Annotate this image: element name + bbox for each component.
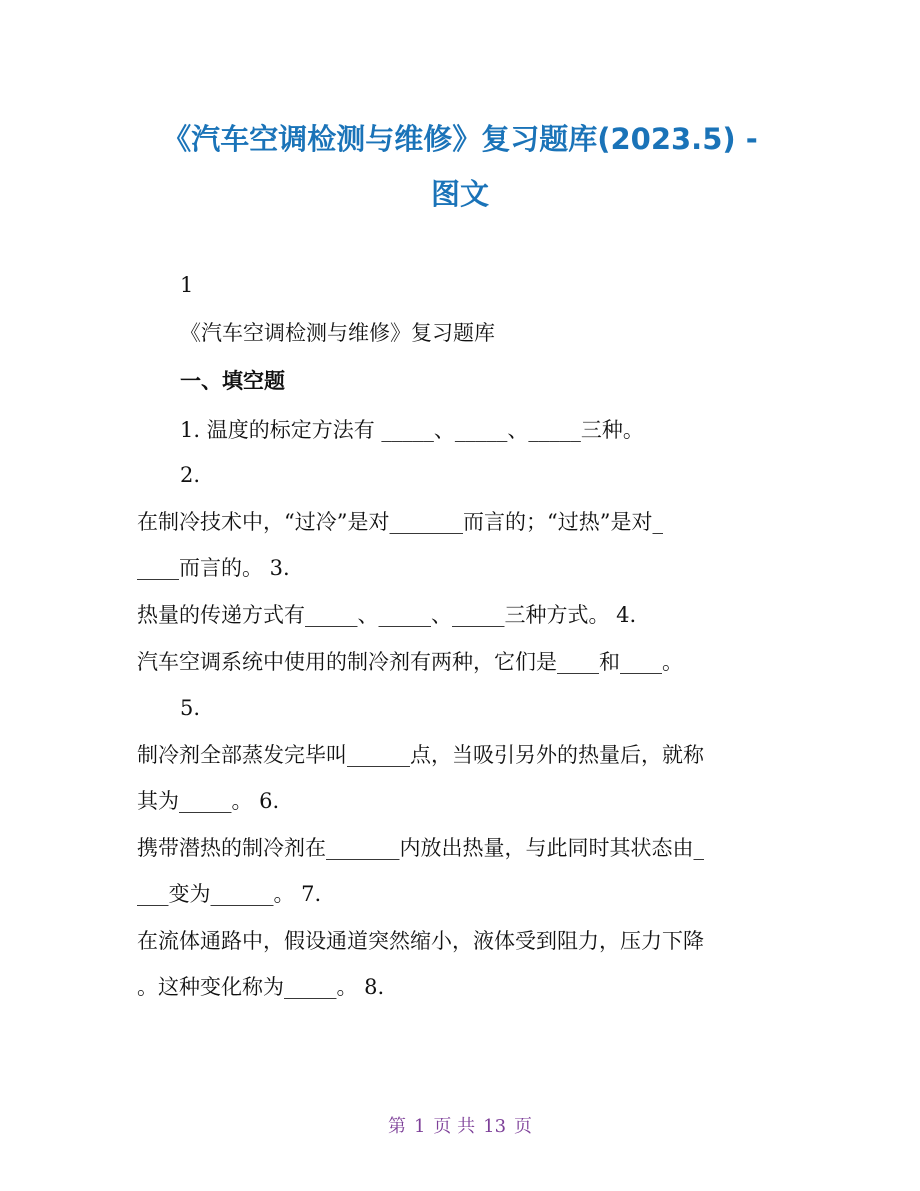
question-line: 1. 温度的标定方法有 _____、_____、_____三种。: [180, 418, 644, 442]
page-footer: [0, 1112, 920, 1138]
question-line: 制冷剂全部蒸发完毕叫______点，当吸引另外的热量后，就称: [137, 743, 704, 767]
page-marker: 1: [180, 273, 194, 297]
footer-total-pages: 13: [483, 1116, 507, 1137]
question-line: ____而言的。 3.: [137, 556, 290, 580]
section-heading: 一、填空题: [180, 369, 285, 393]
question-line: 在制冷技术中，“过冷”是对_______而言的；“过热”是对_: [137, 510, 663, 534]
document-title-line-1: 《汽车空调检测与维修》复习题库(2023.5) -: [162, 122, 758, 156]
question-line: 热量的传递方式有_____、_____、_____三种方式。 4.: [137, 603, 637, 627]
question-line: 。这种变化称为_____。 8.: [137, 975, 385, 999]
subtitle: 《汽车空调检测与维修》复习题库: [180, 321, 495, 345]
question-line: 2.: [180, 463, 201, 487]
question-line: 汽车空调系统中使用的制冷剂有两种，它们是____和____。: [137, 650, 683, 674]
question-line: 5.: [180, 696, 201, 720]
footer-suffix: 页: [514, 1116, 533, 1137]
document-title-line-2: 图文: [430, 177, 489, 211]
footer-middle: 页 共: [433, 1116, 476, 1137]
question-line: 在流体通路中，假设通道突然缩小，液体受到阻力，压力下降: [137, 929, 704, 953]
question-line: ___变为______。 7.: [137, 882, 322, 906]
question-line: 其为_____。 6.: [137, 789, 280, 813]
footer-current-page: 1: [413, 1116, 426, 1137]
footer-prefix: 第: [387, 1116, 406, 1137]
question-line: 携带潜热的制冷剂在_______内放出热量，与此同时其状态由_: [137, 836, 704, 860]
